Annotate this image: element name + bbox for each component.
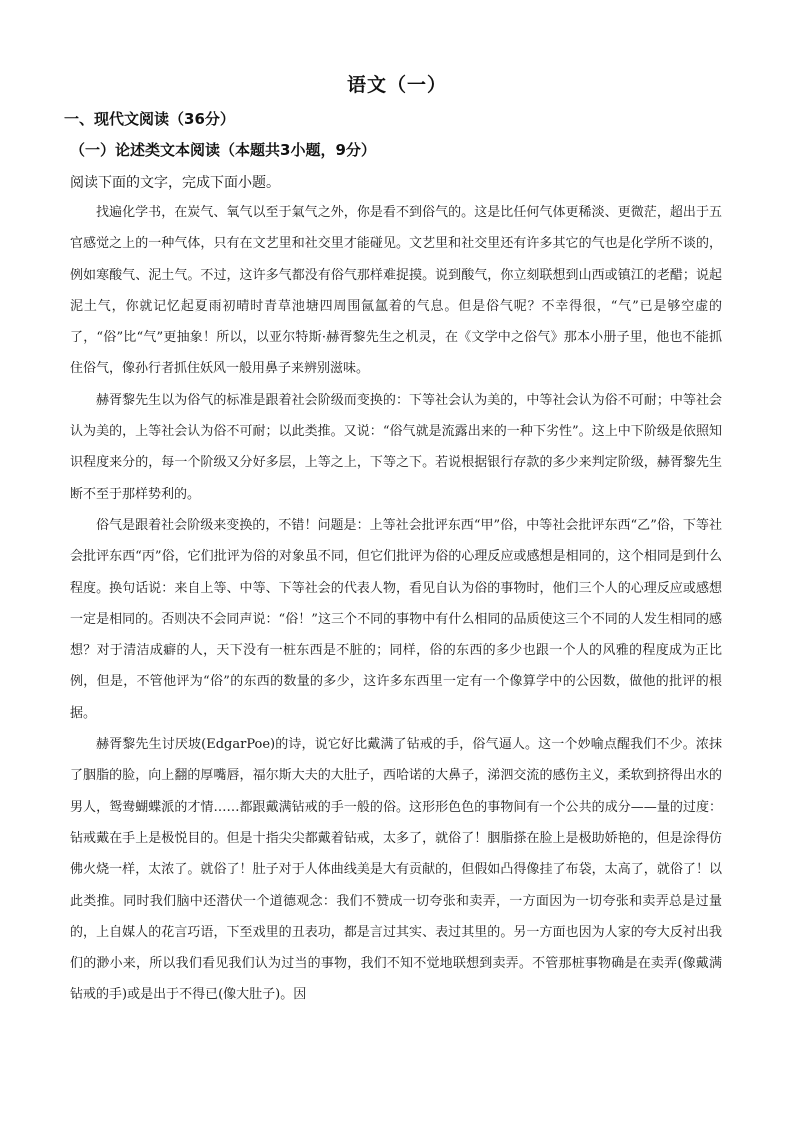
article-body bbox=[70, 197, 722, 1011]
article-paragraph: 赫胥黎先生以为俗气的标准是跟着社会阶级而变换的：下等社会认为美的，中等社会认为俗不可耐；中等社会认为美的，上等社会认为俗不可耐；以此类推。又说：“俗气就是流露出来的一种下劣性”。这上中下阶级是依照知识程度来分的，每一个阶级又分好多层，上等之上，下等之下。若说根据银行存款的多少来判定阶级，赫胥黎先生断不至于那样势利的。 bbox=[70, 392, 722, 502]
page-title: 语文（一） bbox=[346, 74, 447, 96]
section-heading: 一、现代文阅读（36分） bbox=[64, 110, 235, 128]
article-paragraph: 俗气是跟着社会阶级来变换的，不错！问题是：上等社会批评东西“甲”俗，中等社会批评东西“乙”俗，下等社会批评东西“丙”俗，它们批评为俗的对象虽不同，但它们批评为俗的心理反应或感想是相同的，这个相同是到什么程度。换句话说：来自上等、中等、下等社会的代表人物，看见自认为俗的事物时，他们三个人的心理反应或感想一定是相同的。否则决不会同声说：“俗！”这三个不同的事物中有什么相同的品质使这三个不同的人发生相同的感想？对于清洁成癖的人，天下没有一桩东西是不脏的；同样，俗的东西的多少也跟一个人的风雅的程度成为正比例，但是，不管他评为“俗”的东西的数量的多少，这许多东西里一定有一个像算学中的公因数，做他的批评的根据。 bbox=[70, 517, 722, 721]
subsection-heading: （一）论述类文本阅读（本题共3小题，9分） bbox=[70, 141, 376, 159]
reading-instruction: 阅读下面的文字，完成下面小题。 bbox=[70, 175, 280, 191]
article-paragraph: 找遍化学书，在炭气、氧气以至于氣气之外，你是看不到俗气的。这是比任何气体更稀淡、更微茫，超出于五官感觉之上的一种气体，只有在文艺里和社交里才能碰见。文艺里和社交里还有许多其它的气也是化学所不谈的，例如寒酸气、泥土气。不过，这许多气都没有俗气那样难捉摸。说到酸气，你立刻联想到山西或镇江的老醋；说起泥土气，你就记忆起夏雨初晴时青草池塘四周围氤氲着的气息。但是俗气呢？不幸得很，“气”已是够空虚的了，“俗”比“气”更抽象！所以，以亚尔特斯·赫胥黎先生之机灵，在《文学中之俗气》那本小册子里，他也不能抓住俗气，像孙行者抓住妖风一般用鼻子来辨别滋味。 bbox=[70, 205, 722, 377]
article-paragraph: 赫胥黎先生讨厌坡(EdgarPoe)的诗，说它好比戴满了钻戒的手，俗气逼人。这一个妙喻点醒我们不少。浓抹了胭脂的脸，向上翻的厚嘴唇，福尔斯大夫的大肚子，西哈诺的大鼻子，涕泗交流的感伤主义，柔软到挤得出水的男人，鸳鸯蝴蝶派的才情……都跟戴满钻戒的手一般的俗。这形形色色的事物间有一个公共的成分——量的过度：钻戒戴在手上是极悦目的。但是十指尖尖都戴着钻戒，太多了，就俗了！胭脂搽在脸上是极助娇艳的，但是涂得仿佛火烧一样，太浓了。就俗了！肚子对于人体曲线美是大有贡献的，但假如凸得像挂了布袋，太高了，就俗了！以此类推。同时我们脑中还潜伏一个道德观念：我们不赞成一切夸张和卖弄，一方面因为一切夸张和卖弄总是过量的，上自媒人的花言巧语，下至戏里的丑表功，都是言过其实、表过其里的。另一方面也因为人家的夸大反衬出我们的渺小来，所以我们看见我们认为过当的事物，我们不知不觉地联想到卖弄。不管那桩事物确是在卖弄(像戴满钻戒的手)或是出于不得已(像大肚子)。因 bbox=[70, 737, 722, 1003]
